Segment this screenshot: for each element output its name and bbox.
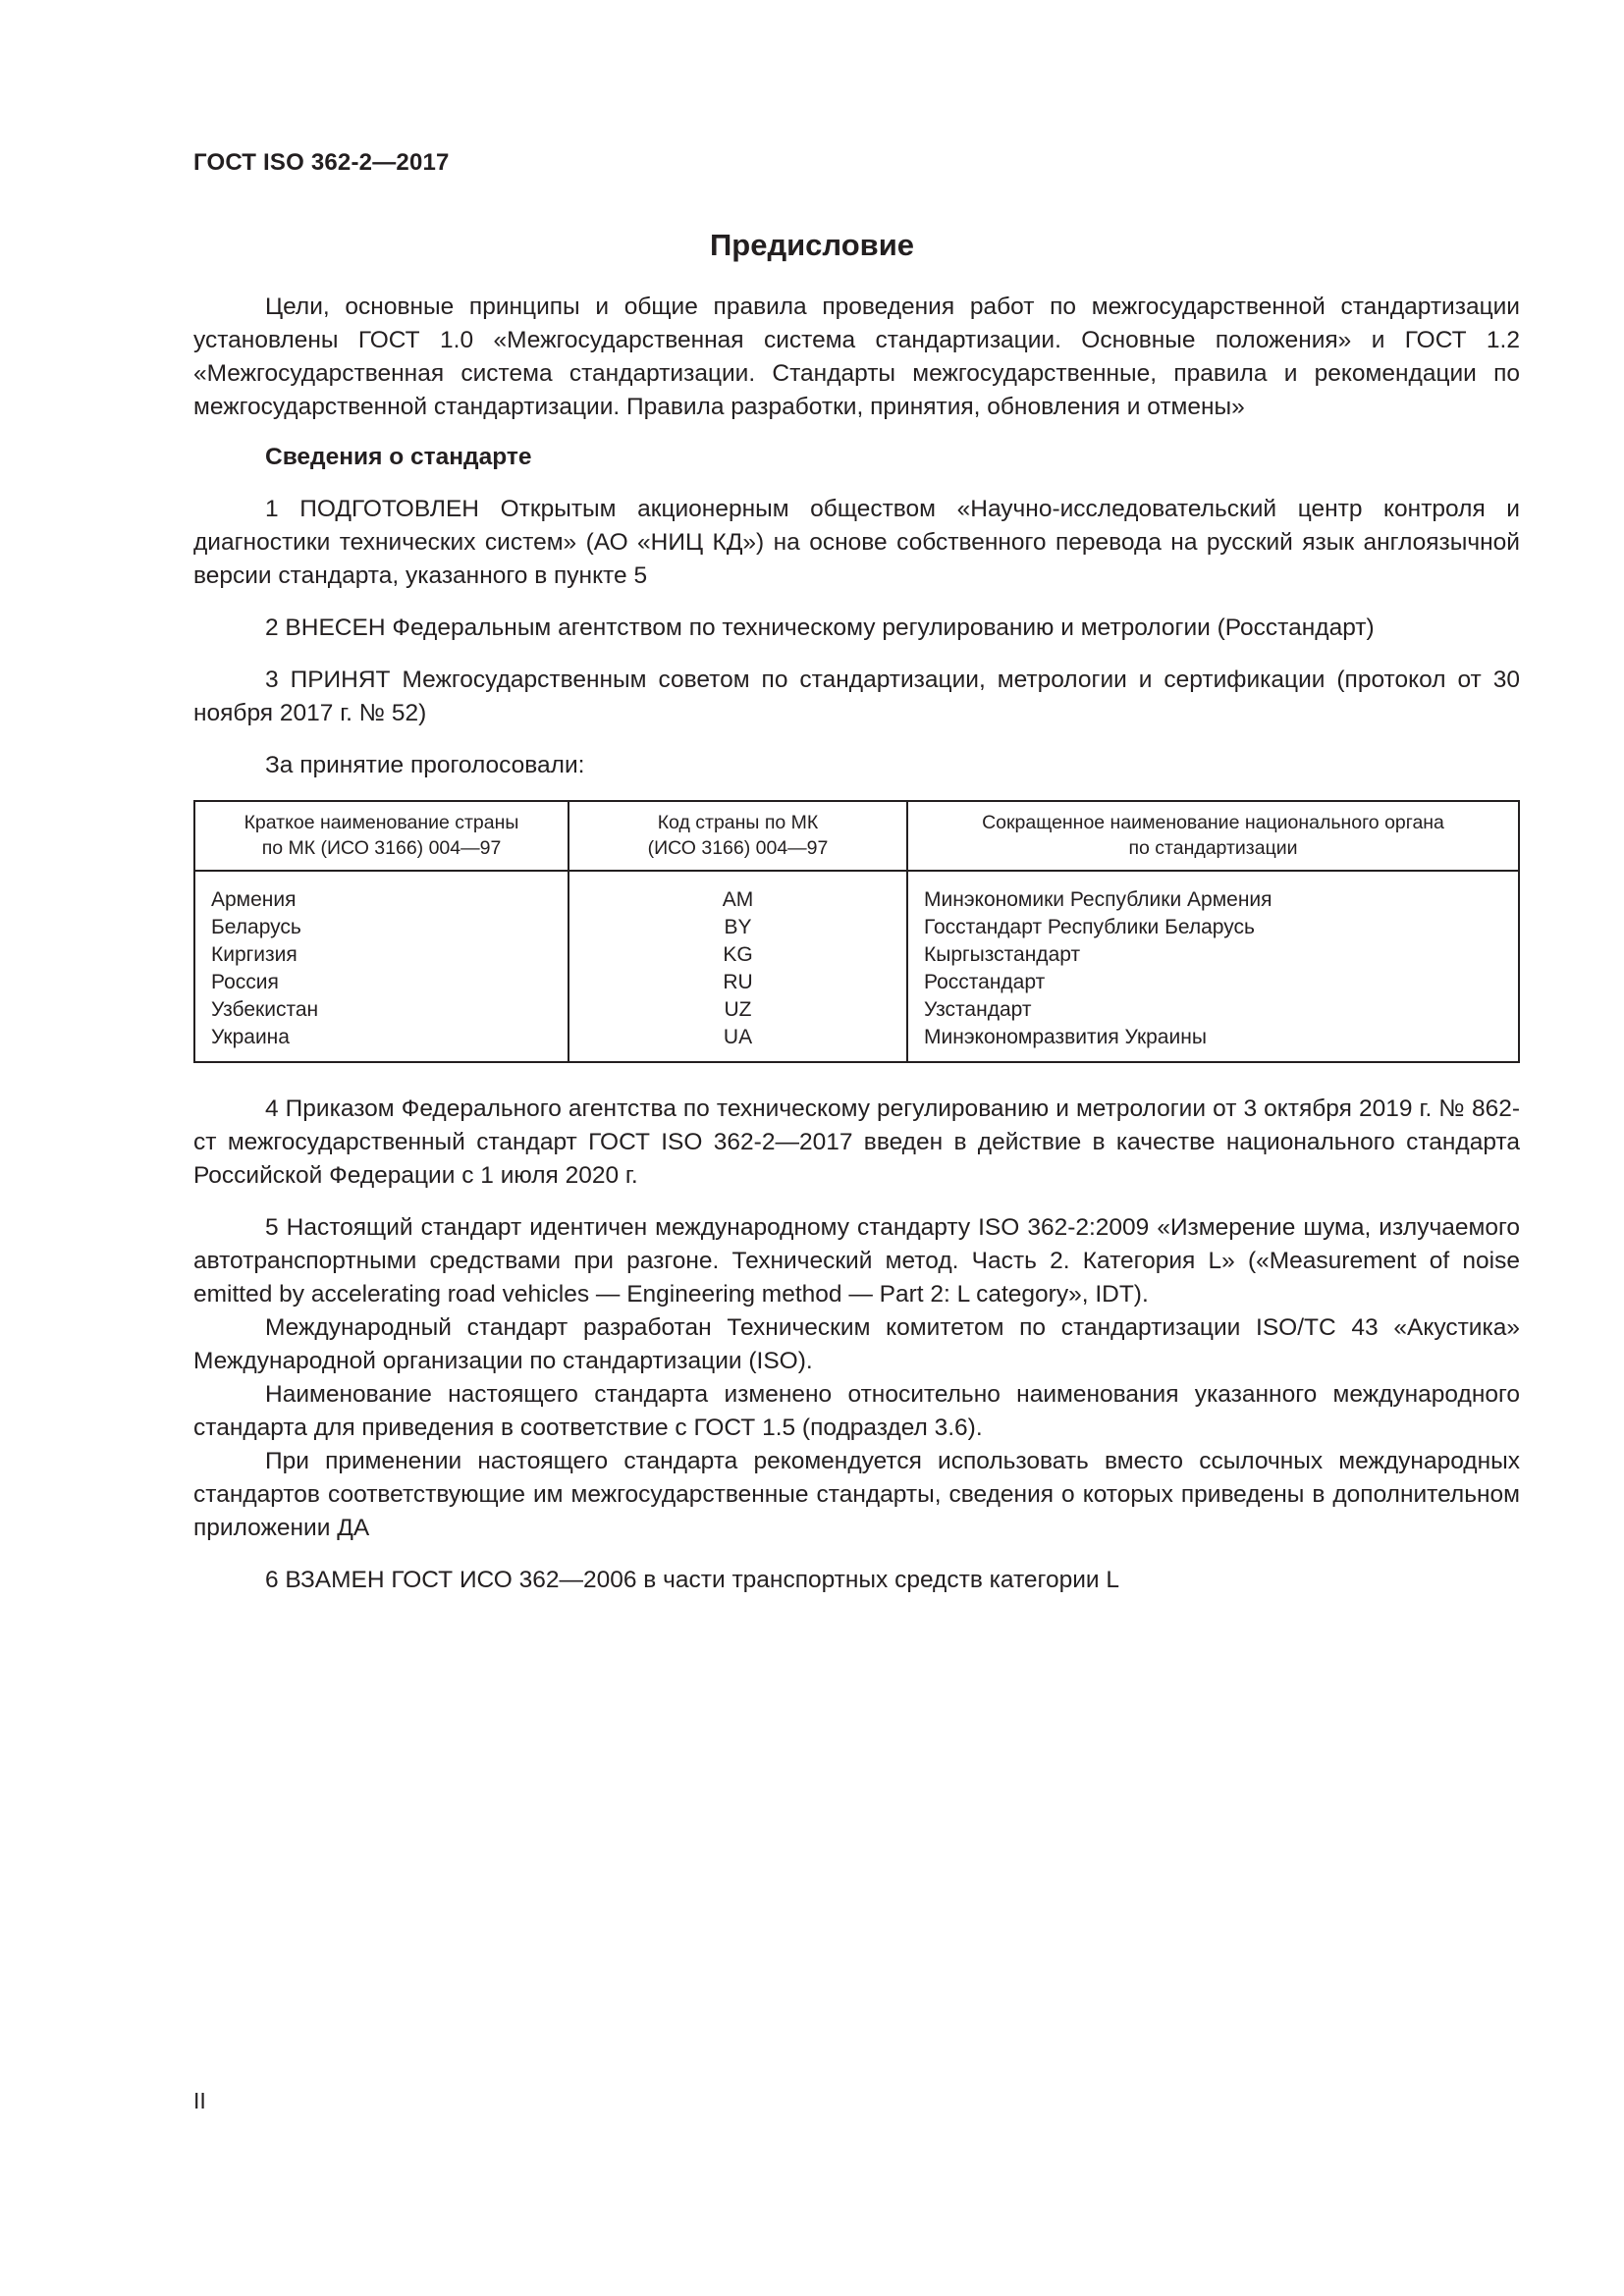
foreword-body <box>193 291 1520 1597</box>
item-6-paragraph: 6 ВЗАМЕН ГОСТ ИСО 362—2006 в части транспортных средств категории L <box>265 1567 1120 1593</box>
country-name-cell: Киргизия <box>211 943 298 966</box>
item-5-paragraph: 5 Настоящий стандарт идентичен международному стандарту ISO 362-2:2009 «Измерение шума, излучаемого автотранспортными средствами при разгоне. Технический метод. Часть 2. Категория L» («Measurement of noise emitted by accelerating road vehicles — Engineering method — Part 2: L category», IDT). <box>193 1214 1520 1308</box>
header-text: по стандартизации <box>1128 837 1298 859</box>
country-name-cell: Россия <box>211 971 279 993</box>
country-name-cell: Армения <box>211 888 297 911</box>
item-5-references-paragraph: При применении настоящего стандарта рекомендуется использовать вместо ссылочных международных стандартов соответствующие им межгосударственные стандарты, сведения о которых приведены в дополнительном приложении ДА <box>193 1448 1520 1541</box>
header-country-code <box>568 801 907 871</box>
country-name-cell: Узбекистан <box>211 998 319 1021</box>
page-number: II <box>193 2088 206 2113</box>
country-code-cell: AM <box>722 888 754 911</box>
table-body-row <box>194 871 1519 1062</box>
voting-countries-table <box>193 800 1520 1063</box>
item-2-paragraph: 2 ВНЕСЕН Федеральным агентством по техническому регулированию и метрологии (Росстандарт) <box>265 614 1375 641</box>
country-code-cell: BY <box>724 916 752 938</box>
item-4-paragraph: 4 Приказом Федерального агентства по техническому регулированию и метрологии от 3 октября 2019 г. № 862-ст межгосударственный стандарт ГОСТ ISO 362-2—2017 введен в действие в качестве национального стандарта Российской Федерации с 1 июля 2020 г. <box>193 1095 1520 1189</box>
table-header-row <box>194 801 1519 871</box>
country-code-cell: RU <box>723 971 753 993</box>
item-5-title-change-paragraph: Наименование настоящего стандарта изменено относительно наименования указанного международного стандарта для приведения в соответствие с ГОСТ 1.5 (подраздел 3.6). <box>193 1381 1520 1441</box>
country-code-cell: UZ <box>724 998 752 1021</box>
country-name-cell: Беларусь <box>211 916 301 938</box>
item-5-tc-paragraph: Международный стандарт разработан Техническим комитетом по стандартизации ISO/TC 43 «Акустика» Международной организации по стандартизации (ISO). <box>193 1314 1520 1374</box>
country-name-column <box>194 871 568 1062</box>
header-standards-body <box>907 801 1519 871</box>
header-country-name <box>194 801 568 871</box>
standards-body-column <box>907 871 1519 1062</box>
header-text: по МК (ИСО 3166) 004—97 <box>261 837 502 859</box>
header-text: (ИСО 3166) 004—97 <box>647 837 829 859</box>
standards-body-cell: Узстандарт <box>924 998 1032 1021</box>
country-name-cell: Украина <box>211 1026 290 1048</box>
header-text: Код страны по МК <box>657 812 819 833</box>
page-title: Предисловие <box>709 228 914 262</box>
item-1-paragraph: 1 ПОДГОТОВЛЕН Открытым акционерным обществом «Научно-исследовательский центр контроля и диагностики технических систем» (АО «НИЦ КД») на основе собственного перевода на русский язык англоязычной версии стандарта, указанного в пункте 5 <box>193 496 1520 589</box>
standards-body-cell: Кыргызстандарт <box>924 943 1081 966</box>
document-code-header: ГОСТ ISO 362-2—2017 <box>193 149 450 176</box>
standards-body-cell: Росстандарт <box>924 971 1046 993</box>
header-text: Сокращенное наименование национального органа <box>982 812 1444 833</box>
standards-body-cell: Госстандарт Республики Беларусь <box>924 916 1255 938</box>
item-3-paragraph: 3 ПРИНЯТ Межгосударственным советом по стандартизации, метрологии и сертификации (протокол от 30 ноября 2017 г. № 52) <box>193 667 1520 726</box>
intro-paragraph: Цели, основные принципы и общие правила проведения работ по межгосударственной стандартизации установлены ГОСТ 1.0 «Межгосударственная система стандартизации. Основные положения» и ГОСТ 1.2 «Межгосударственная система стандартизации. Стандарты межгосударственные, правила и рекомендации по межгосударственной стандартизации. Правила разработки, принятия, обновления и отмены» <box>193 294 1520 420</box>
country-code-cell: KG <box>723 943 753 966</box>
header-text: Краткое наименование страны <box>244 812 519 833</box>
country-code-column <box>568 871 907 1062</box>
standards-body-cell: Минэкономразвития Украины <box>924 1026 1207 1048</box>
section-subheading: Сведения о стандарте <box>265 444 532 470</box>
standards-body-cell: Минэкономики Республики Армения <box>924 888 1272 911</box>
country-code-cell: UA <box>723 1026 753 1048</box>
vote-intro-text: За принятие проголосовали: <box>265 752 585 778</box>
